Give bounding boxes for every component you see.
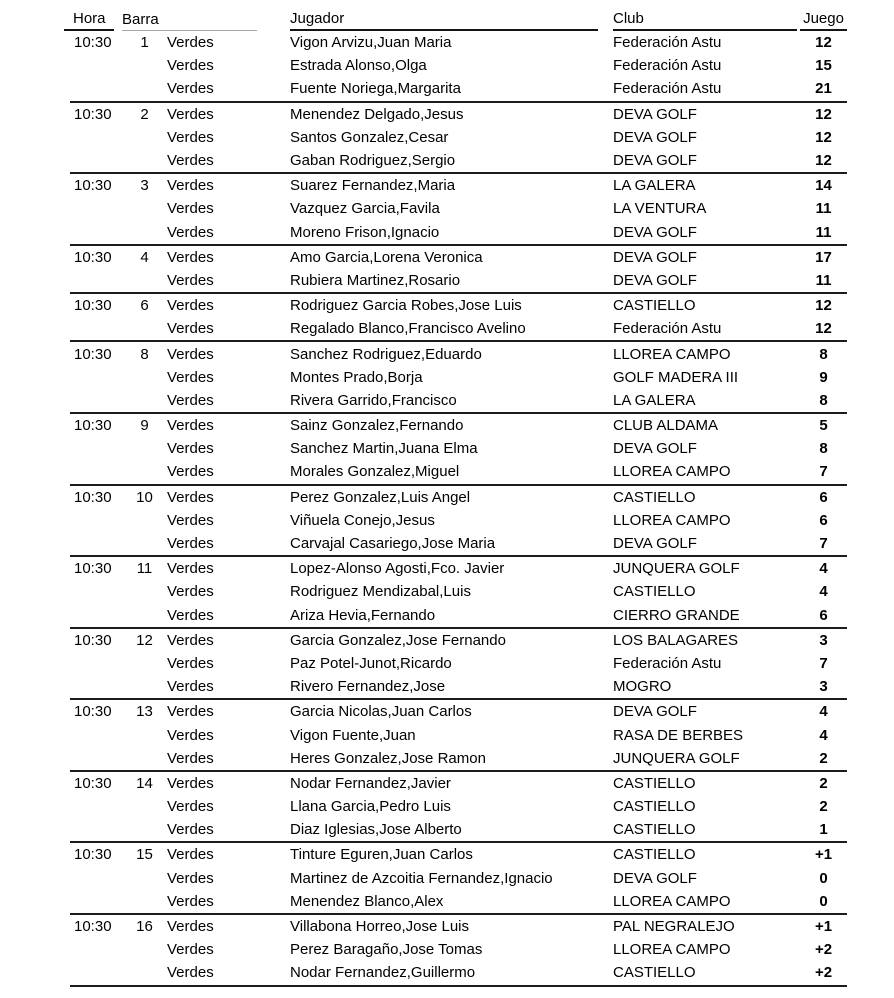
column-header-jugador: Jugador [290, 10, 598, 31]
hora-value: 10:30 [74, 298, 112, 314]
player-row [70, 700, 847, 723]
player-row [70, 843, 847, 866]
club-name: PAL NEGRALEJO [613, 919, 735, 935]
handicap-value: 1 [819, 822, 828, 838]
player-name: Estrada Alonso,Olga [290, 58, 427, 74]
handicap-value: +1 [814, 847, 833, 863]
player-row [70, 532, 847, 555]
tee-color-value: Verdes [167, 129, 214, 145]
tee-color-value: Verdes [167, 942, 214, 958]
handicap-value: 0 [819, 870, 828, 886]
club-name: DEVA GOLF [613, 224, 697, 240]
player-name: Fuente Noriega,Margarita [290, 81, 461, 97]
club-name: LLOREA CAMPO [613, 346, 731, 362]
player-name: Diaz Iglesias,Jose Alberto [290, 822, 462, 838]
player-row [70, 938, 847, 961]
barra-value: 1 [140, 35, 149, 51]
start-list-table [70, 6, 847, 987]
player-row [70, 675, 847, 698]
barra-value: 6 [140, 298, 149, 314]
handicap-value: 2 [819, 750, 828, 766]
club-name: JUNQUERA GOLF [613, 750, 740, 766]
tee-color-value: Verdes [167, 561, 214, 577]
handicap-value: 2 [819, 775, 828, 791]
tee-color-value: Verdes [167, 870, 214, 886]
player-row [70, 604, 847, 627]
table-header-row [70, 6, 847, 31]
hora-value: 10:30 [74, 35, 112, 51]
hora-value: 10:30 [74, 418, 112, 434]
column-header-hora: Hora [64, 10, 114, 31]
tee-group [70, 292, 847, 340]
club-name: DEVA GOLF [613, 441, 697, 457]
handicap-value: 7 [819, 536, 828, 552]
club-name: LLOREA CAMPO [613, 893, 731, 909]
player-row [70, 747, 847, 770]
player-row [70, 652, 847, 675]
handicap-value: 4 [819, 561, 828, 577]
handicap-value: 15 [815, 58, 832, 74]
player-name: Nodar Fernandez,Guillermo [290, 965, 476, 981]
handicap-value: 12 [815, 129, 832, 145]
tee-color-value: Verdes [167, 224, 214, 240]
tee-group [70, 770, 847, 842]
hora-value: 10:30 [74, 178, 112, 194]
player-name: Montes Prado,Borja [290, 369, 423, 385]
club-name: CASTIELLO [613, 584, 696, 600]
player-row [70, 149, 847, 172]
handicap-value: 8 [819, 441, 828, 457]
handicap-value: 11 [815, 272, 832, 288]
tee-color-value: Verdes [167, 965, 214, 981]
hora-value: 10:30 [74, 704, 112, 720]
club-name: DEVA GOLF [613, 153, 697, 169]
player-row [70, 221, 847, 244]
club-name: JUNQUERA GOLF [613, 561, 740, 577]
tee-group [70, 841, 847, 913]
player-row [70, 915, 847, 938]
barra-value: 14 [136, 775, 153, 791]
player-row [70, 366, 847, 389]
tee-color-value: Verdes [167, 679, 214, 695]
handicap-value: 9 [819, 369, 828, 385]
player-name: Perez Baragaño,Jose Tomas [290, 942, 483, 958]
tee-groups-container [70, 31, 847, 985]
barra-value: 9 [140, 418, 149, 434]
player-row [70, 414, 847, 437]
hora-value: 10:30 [74, 847, 112, 863]
hora-value: 10:30 [74, 346, 112, 362]
column-header-juego: Juego [800, 10, 847, 31]
player-row [70, 795, 847, 818]
player-row [70, 437, 847, 460]
handicap-value: 4 [819, 584, 828, 600]
column-header-juego-cell [800, 10, 847, 31]
player-row [70, 961, 847, 984]
player-name: Gaban Rodriguez,Sergio [290, 153, 456, 169]
player-name: Ariza Hevia,Fernando [290, 607, 436, 623]
player-name: Paz Potel-Junot,Ricardo [290, 655, 452, 671]
player-row [70, 867, 847, 890]
player-name: Nodar Fernandez,Javier [290, 775, 451, 791]
handicap-value: +2 [814, 965, 833, 981]
handicap-value: 14 [815, 178, 832, 194]
tee-group [70, 555, 847, 627]
player-row [70, 54, 847, 77]
club-name: LA GALERA [613, 178, 696, 194]
hora-value: 10:30 [74, 775, 112, 791]
club-name: LOS BALAGARES [613, 632, 739, 648]
player-name: Morales Gonzalez,Miguel [290, 464, 460, 480]
player-row [70, 460, 847, 483]
handicap-value: 7 [819, 464, 828, 480]
player-name: Sanchez Martin,Juana Elma [290, 441, 478, 457]
tee-color-value: Verdes [167, 919, 214, 935]
hora-value: 10:30 [74, 632, 112, 648]
club-name: CASTIELLO [613, 965, 696, 981]
club-name: LLOREA CAMPO [613, 942, 731, 958]
player-name: Santos Gonzalez,Cesar [290, 129, 449, 145]
tee-color-value: Verdes [167, 489, 214, 505]
handicap-value: 7 [819, 655, 828, 671]
player-row [70, 77, 847, 100]
player-name: Garcia Gonzalez,Jose Fernando [290, 632, 506, 648]
player-row [70, 294, 847, 317]
club-name: CIERRO GRANDE [613, 607, 740, 623]
club-name: CASTIELLO [613, 847, 696, 863]
barra-value: 3 [140, 178, 149, 194]
handicap-value: 12 [815, 106, 832, 122]
player-row [70, 818, 847, 841]
player-row [70, 174, 847, 197]
tee-group [70, 101, 847, 173]
player-row [70, 342, 847, 365]
tee-color-value: Verdes [167, 272, 214, 288]
tee-color-value: Verdes [167, 822, 214, 838]
tee-color-value: Verdes [167, 750, 214, 766]
tee-group [70, 698, 847, 770]
player-name: Tinture Eguren,Juan Carlos [290, 847, 473, 863]
player-row [70, 389, 847, 412]
club-name: Federación Astu [613, 35, 722, 51]
club-name: GOLF MADERA III [613, 369, 739, 385]
tee-color-value: Verdes [167, 298, 214, 314]
handicap-value: 3 [819, 679, 828, 695]
player-name: Garcia Nicolas,Juan Carlos [290, 704, 472, 720]
tee-group [70, 913, 847, 985]
barra-value: 15 [136, 847, 153, 863]
handicap-value: 6 [819, 512, 828, 528]
club-name: DEVA GOLF [613, 249, 697, 265]
handicap-value: 21 [815, 81, 832, 97]
player-row [70, 486, 847, 509]
handicap-value: 3 [819, 632, 828, 648]
club-name: LA VENTURA [613, 201, 707, 217]
handicap-value: 12 [815, 153, 832, 169]
player-row [70, 629, 847, 652]
player-name: Menendez Blanco,Alex [290, 893, 444, 909]
player-name: Amo Garcia,Lorena Veronica [290, 249, 483, 265]
player-row [70, 772, 847, 795]
tee-color-value: Verdes [167, 704, 214, 720]
club-name: CASTIELLO [613, 775, 696, 791]
tee-color-value: Verdes [167, 536, 214, 552]
barra-value: 12 [136, 632, 153, 648]
column-header-hora-cell [70, 10, 122, 31]
club-name: CLUB ALDAMA [613, 418, 719, 434]
handicap-value: +1 [814, 919, 833, 935]
handicap-value: 17 [815, 249, 832, 265]
player-name: Regalado Blanco,Francisco Avelino [290, 321, 526, 337]
player-row [70, 723, 847, 746]
handicap-value: 6 [819, 607, 828, 623]
barra-value: 11 [136, 561, 153, 577]
tee-color-value: Verdes [167, 464, 214, 480]
handicap-value: 8 [819, 392, 828, 408]
hora-value: 10:30 [74, 919, 112, 935]
club-name: LLOREA CAMPO [613, 512, 731, 528]
tee-color-value: Verdes [167, 392, 214, 408]
barra-value: 8 [140, 346, 149, 362]
column-header-barra: Barra [122, 11, 257, 31]
club-name: DEVA GOLF [613, 129, 697, 145]
tee-color-value: Verdes [167, 799, 214, 815]
player-name: Rivera Garrido,Francisco [290, 392, 457, 408]
player-name: Sainz Gonzalez,Fernando [290, 418, 464, 434]
player-name: Heres Gonzalez,Jose Ramon [290, 750, 486, 766]
player-name: Villabona Horreo,Jose Luis [290, 919, 469, 935]
tee-color-value: Verdes [167, 201, 214, 217]
handicap-value: 6 [819, 489, 828, 505]
handicap-value: +2 [814, 942, 833, 958]
tee-group [70, 172, 847, 244]
tee-color-value: Verdes [167, 893, 214, 909]
tee-color-value: Verdes [167, 775, 214, 791]
tee-color-value: Verdes [167, 847, 214, 863]
column-header-jugador-cell [290, 10, 613, 31]
player-name: Menendez Delgado,Jesus [290, 106, 464, 122]
player-name: Rubiera Martinez,Rosario [290, 272, 461, 288]
club-name: CASTIELLO [613, 799, 696, 815]
tee-color-value: Verdes [167, 632, 214, 648]
tee-color-value: Verdes [167, 607, 214, 623]
tee-color-value: Verdes [167, 58, 214, 74]
player-row [70, 31, 847, 54]
player-name: Rodriguez Garcia Robes,Jose Luis [290, 298, 522, 314]
column-header-club-cell [613, 10, 800, 31]
tee-color-value: Verdes [167, 178, 214, 194]
column-header-club: Club [613, 10, 797, 31]
club-name: RASA DE BERBES [613, 727, 744, 743]
tee-color-value: Verdes [167, 369, 214, 385]
club-name: Federación Astu [613, 321, 722, 337]
player-name: Suarez Fernandez,Maria [290, 178, 456, 194]
player-row [70, 509, 847, 532]
tee-color-value: Verdes [167, 81, 214, 97]
tee-color-value: Verdes [167, 106, 214, 122]
player-row [70, 269, 847, 292]
handicap-value: 8 [819, 346, 828, 362]
player-name: Sanchez Rodriguez,Eduardo [290, 346, 482, 362]
tee-color-value: Verdes [167, 584, 214, 600]
tee-color-value: Verdes [167, 441, 214, 457]
player-name: Lopez-Alonso Agosti,Fco. Javier [290, 561, 505, 577]
club-name: DEVA GOLF [613, 870, 697, 886]
player-name: Martinez de Azcoitia Fernandez,Ignacio [290, 870, 553, 886]
handicap-value: 11 [815, 201, 832, 217]
handicap-value: 4 [819, 704, 828, 720]
barra-value: 10 [136, 489, 153, 505]
barra-value: 4 [140, 249, 149, 265]
handicap-value: 5 [819, 418, 828, 434]
club-name: DEVA GOLF [613, 704, 697, 720]
player-name: Vigon Fuente,Juan [290, 727, 416, 743]
handicap-value: 2 [819, 799, 828, 815]
tee-color-value: Verdes [167, 153, 214, 169]
club-name: CASTIELLO [613, 822, 696, 838]
tee-color-value: Verdes [167, 418, 214, 434]
player-row [70, 557, 847, 580]
club-name: CASTIELLO [613, 489, 696, 505]
tee-group [70, 412, 847, 484]
club-name: CASTIELLO [613, 298, 696, 314]
club-name: Federación Astu [613, 655, 722, 671]
club-name: Federación Astu [613, 58, 722, 74]
barra-value: 13 [136, 704, 153, 720]
player-name: Perez Gonzalez,Luis Angel [290, 489, 471, 505]
hora-value: 10:30 [74, 489, 112, 505]
tee-color-value: Verdes [167, 655, 214, 671]
tee-group [70, 244, 847, 292]
hora-value: 10:30 [74, 106, 112, 122]
barra-value: 16 [136, 919, 153, 935]
player-row [70, 103, 847, 126]
player-row [70, 197, 847, 220]
player-name: Llana Garcia,Pedro Luis [290, 799, 451, 815]
player-row [70, 246, 847, 269]
player-name: Vazquez Garcia,Favila [290, 201, 440, 217]
player-row [70, 580, 847, 603]
player-name: Carvajal Casariego,Jose Maria [290, 536, 496, 552]
club-name: LLOREA CAMPO [613, 464, 731, 480]
tee-color-value: Verdes [167, 249, 214, 265]
tee-color-value: Verdes [167, 321, 214, 337]
handicap-value: 4 [819, 727, 828, 743]
player-row [70, 317, 847, 340]
club-name: Federación Astu [613, 81, 722, 97]
handicap-value: 12 [815, 298, 832, 314]
tee-group [70, 340, 847, 412]
handicap-value: 12 [815, 35, 832, 51]
barra-value: 2 [140, 106, 149, 122]
player-row [70, 890, 847, 913]
club-name: DEVA GOLF [613, 106, 697, 122]
player-name: Moreno Frison,Ignacio [290, 224, 440, 240]
tee-color-value: Verdes [167, 346, 214, 362]
tee-color-value: Verdes [167, 512, 214, 528]
player-name: Rivero Fernandez,Jose [290, 679, 446, 695]
hora-value: 10:30 [74, 249, 112, 265]
tee-group [70, 484, 847, 556]
club-name: DEVA GOLF [613, 536, 697, 552]
player-row [70, 126, 847, 149]
tee-group [70, 627, 847, 699]
handicap-value: 0 [819, 893, 828, 909]
column-header-barra-cell [122, 11, 290, 31]
player-name: Rodriguez Mendizabal,Luis [290, 584, 471, 600]
player-name: Viñuela Conejo,Jesus [290, 512, 435, 528]
handicap-value: 12 [815, 321, 832, 337]
club-name: LA GALERA [613, 392, 696, 408]
tee-color-value: Verdes [167, 727, 214, 743]
club-name: DEVA GOLF [613, 272, 697, 288]
tee-color-value: Verdes [167, 35, 214, 51]
tee-group [70, 31, 847, 101]
club-name: MOGRO [613, 679, 672, 695]
handicap-value: 11 [815, 224, 832, 240]
hora-value: 10:30 [74, 561, 112, 577]
player-name: Vigon Arvizu,Juan Maria [290, 35, 452, 51]
